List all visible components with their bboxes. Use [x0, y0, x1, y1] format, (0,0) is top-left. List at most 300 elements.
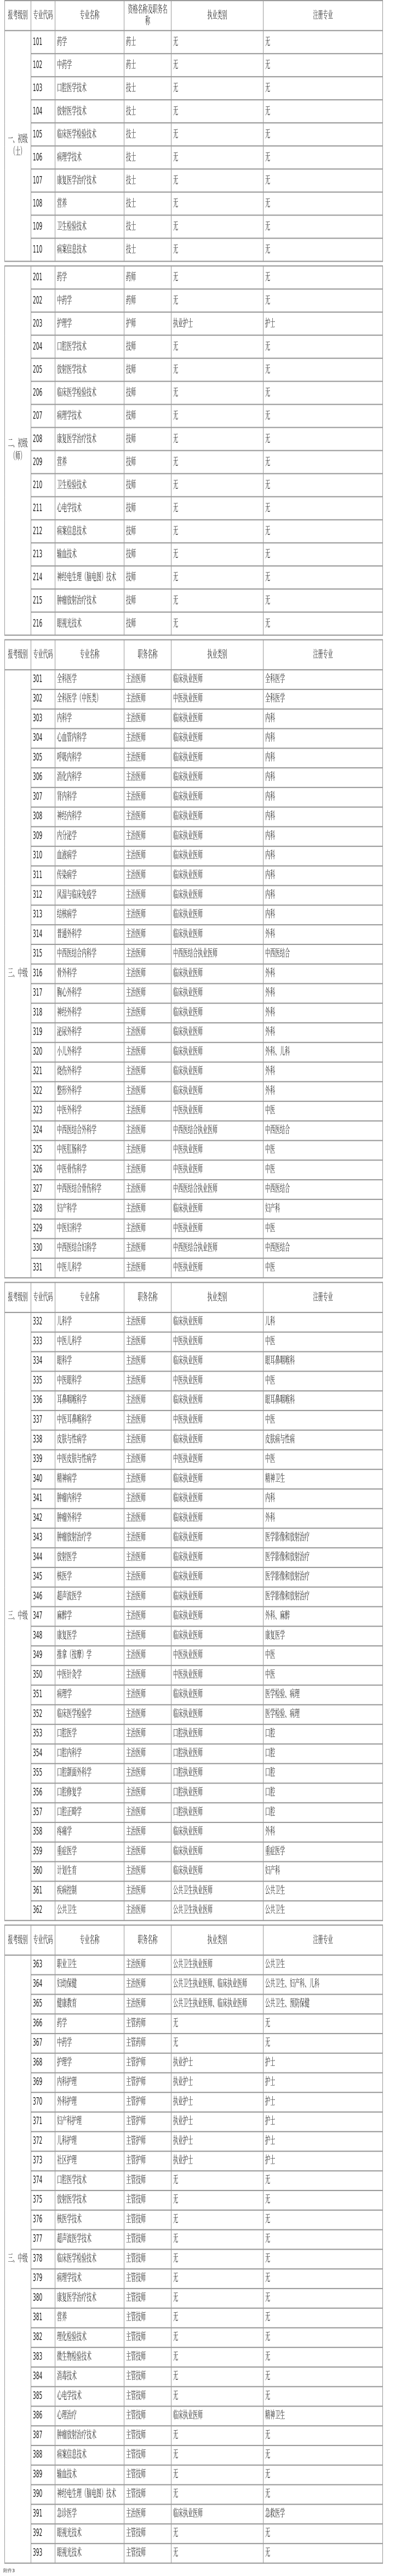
name-cell: 核医学技术: [55, 2210, 124, 2230]
practice-cell: 口腔执业医师: [171, 1764, 264, 1784]
practice-cell: 临床执业医师: [171, 1469, 264, 1489]
practice-cell: 临床执业医师: [171, 1312, 264, 1332]
table-row: [5, 2092, 383, 2112]
title-cell: 技士: [124, 215, 171, 238]
registered-cell: 中西医结合: [264, 1180, 383, 1199]
header-practice-category: 执业类别: [171, 1925, 264, 1955]
name-cell: 卫生检验技术: [55, 474, 124, 497]
name-cell: 急诊医学: [55, 2504, 124, 2524]
code-cell: 108: [31, 192, 55, 215]
title-cell: 主治医师: [124, 1258, 171, 1278]
name-cell: 营养: [55, 451, 124, 474]
registered-cell: 无: [264, 2445, 383, 2465]
name-cell: 口腔医学技术: [55, 335, 124, 358]
title-cell: 主治医师: [124, 1238, 171, 1258]
registered-cell: 医学影像和放射治疗: [264, 1567, 383, 1587]
table-row: [5, 1685, 383, 1705]
registered-cell: 无: [264, 2190, 383, 2210]
title-cell: 技士: [124, 100, 171, 123]
name-cell: 传染病学: [55, 866, 124, 886]
title-cell: 主治医师: [124, 886, 171, 905]
name-cell: 口腔医学技术: [55, 77, 124, 100]
code-cell: 375: [31, 2190, 55, 2210]
name-cell: 儿科护理: [55, 2132, 124, 2152]
name-cell: 中西医结合骨伤科学: [55, 1180, 124, 1199]
practice-cell: 中医执业医师: [171, 1258, 264, 1278]
registered-cell: 无: [264, 2426, 383, 2445]
code-cell: 334: [31, 1352, 55, 1372]
table-row: [5, 266, 383, 289]
practice-cell: 中医执业医师: [171, 1141, 264, 1160]
name-cell: 病理学技术: [55, 404, 124, 427]
practice-cell: 临床执业医师: [171, 1199, 264, 1219]
table-row: [5, 1783, 383, 1803]
code-cell: 306: [31, 768, 55, 788]
code-cell: 323: [31, 1101, 55, 1121]
table-header-row: [5, 1282, 383, 1312]
code-cell: 392: [31, 2524, 55, 2544]
title-cell: 主管技师: [124, 2524, 171, 2544]
name-cell: 消化内科学: [55, 768, 124, 788]
title-cell: 主管药师: [124, 2034, 171, 2053]
practice-cell: 执业护士: [171, 2073, 264, 2092]
practice-cell: 无: [171, 2328, 264, 2347]
title-cell: 主治医师: [124, 925, 171, 944]
code-cell: 369: [31, 2073, 55, 2092]
practice-cell: 临床执业医师: [171, 905, 264, 925]
name-cell: 公共卫生: [55, 1901, 124, 1921]
code-cell: 212: [31, 520, 55, 543]
table-row: [5, 497, 383, 520]
registered-cell: 口腔: [264, 1744, 383, 1764]
code-cell: 386: [31, 2406, 55, 2426]
code-cell: 364: [31, 1975, 55, 1995]
registered-cell: 公共卫生: [264, 1881, 383, 1901]
table-row: [5, 2230, 383, 2250]
table-row: [5, 2014, 383, 2034]
practice-cell: 无: [171, 215, 264, 238]
code-cell: 309: [31, 826, 55, 846]
practice-cell: 临床执业医师: [171, 2504, 264, 2524]
name-cell: 骨外科学: [55, 964, 124, 984]
table-row: [5, 983, 383, 1003]
practice-cell: 临床执业医师: [171, 925, 264, 944]
name-cell: 康复医学: [55, 1626, 124, 1646]
name-cell: 中西医结合妇科学: [55, 1238, 124, 1258]
name-cell: 药学: [55, 31, 124, 54]
registered-cell: 无: [264, 451, 383, 474]
name-cell: 中医儿科学: [55, 1332, 124, 1352]
table-row: [5, 2485, 383, 2505]
practice-cell: 无: [171, 123, 264, 146]
registered-cell: 口腔: [264, 1764, 383, 1784]
registered-cell: 中西医结合: [264, 1238, 383, 1258]
name-cell: 中医妇科学: [55, 1219, 124, 1239]
registered-cell: 无: [264, 2347, 383, 2367]
name-cell: 中医骨伤科学: [55, 1160, 124, 1180]
title-cell: 主治医师: [124, 1666, 171, 1685]
code-cell: 107: [31, 169, 55, 192]
title-cell: 主治医师: [124, 689, 171, 709]
name-cell: 血液病学: [55, 846, 124, 866]
code-cell: 325: [31, 1141, 55, 1160]
practice-cell: 临床执业医师: [171, 964, 264, 984]
registered-cell: 急救医学: [264, 2504, 383, 2524]
title-cell: 主治医师: [124, 1548, 171, 1567]
code-cell: 355: [31, 1764, 55, 1784]
registered-cell: 无: [264, 497, 383, 520]
practice-cell: 无: [171, 2445, 264, 2465]
name-cell: 眼视光技术: [55, 2544, 124, 2563]
code-cell: 337: [31, 1411, 55, 1430]
practice-cell: 执业护士: [171, 2132, 264, 2152]
name-cell: 精神病学: [55, 1469, 124, 1489]
title-cell: 药师: [124, 266, 171, 289]
table-row: [5, 543, 383, 566]
registered-cell: 中医: [264, 1411, 383, 1430]
registered-cell: 外科: [264, 1023, 383, 1043]
name-cell: 临床医学检验学: [55, 1705, 124, 1724]
code-cell: 201: [31, 266, 55, 289]
code-cell: 356: [31, 1783, 55, 1803]
name-cell: 心理治疗: [55, 2406, 124, 2426]
registered-cell: 护士: [264, 2152, 383, 2171]
practice-cell: 公共卫生执业医师: [171, 1881, 264, 1901]
registered-cell: 无: [264, 2367, 383, 2387]
table-row: [5, 1312, 383, 1332]
title-cell: 技师: [124, 566, 171, 589]
name-cell: 口腔内科学: [55, 1744, 124, 1764]
name-cell: 微生物检验技术: [55, 2347, 124, 2367]
name-cell: 神经外科学: [55, 1003, 124, 1023]
table-row: [5, 2210, 383, 2230]
table-row: [5, 2190, 383, 2210]
title-cell: 主管技师: [124, 2426, 171, 2445]
table-row: [5, 2249, 383, 2269]
table-row: [5, 905, 383, 925]
name-cell: 心血管内科学: [55, 729, 124, 749]
registered-cell: 外科: [264, 1509, 383, 1528]
code-cell: 371: [31, 2112, 55, 2132]
title-cell: 主治医师: [124, 1509, 171, 1528]
table-row: [5, 1332, 383, 1352]
registered-cell: 中医: [264, 1141, 383, 1160]
practice-cell: 无: [171, 520, 264, 543]
title-cell: 主管护师: [124, 2092, 171, 2112]
table-row: [5, 729, 383, 749]
title-cell: 主治医师: [124, 1062, 171, 1082]
table-row: [5, 964, 383, 984]
registered-cell: 内科: [264, 846, 383, 866]
practice-cell: 无: [171, 54, 264, 77]
registered-cell: 内科: [264, 768, 383, 788]
title-cell: 主治医师: [124, 1803, 171, 1822]
title-cell: 主治医师: [124, 2504, 171, 2524]
title-cell: 技师: [124, 520, 171, 543]
name-cell: 卫生检验技术: [55, 215, 124, 238]
code-cell: 393: [31, 2544, 55, 2563]
code-cell: 387: [31, 2426, 55, 2445]
name-cell: 营养: [55, 192, 124, 215]
code-cell: 381: [31, 2308, 55, 2328]
registered-cell: 重症医学: [264, 1842, 383, 1862]
table-row: [5, 312, 383, 335]
table-row: [5, 1238, 383, 1258]
title-cell: 主管技师: [124, 2367, 171, 2387]
name-cell: 病案信息技术: [55, 238, 124, 261]
code-cell: 344: [31, 1548, 55, 1567]
title-cell: 主治医师: [124, 1626, 171, 1646]
table-row: [5, 2308, 383, 2328]
code-cell: 353: [31, 1724, 55, 1744]
level-label: 一、初级（士）: [5, 31, 31, 262]
registered-cell: 内科: [264, 905, 383, 925]
title-cell: 主治医师: [124, 983, 171, 1003]
practice-cell: 无: [171, 497, 264, 520]
table-row: [5, 1121, 383, 1141]
name-cell: 临床医学检验技术: [55, 123, 124, 146]
title-cell: 主管技师: [124, 2328, 171, 2347]
practice-cell: 无: [171, 2210, 264, 2230]
registered-cell: 口腔: [264, 1783, 383, 1803]
title-cell: 主治医师: [124, 1705, 171, 1724]
registered-cell: 无: [264, 2230, 383, 2250]
registered-cell: 中医: [264, 1666, 383, 1685]
code-cell: 209: [31, 451, 55, 474]
code-cell: 346: [31, 1587, 55, 1607]
title-cell: 主治医师: [124, 1391, 171, 1411]
name-cell: 全科医学: [55, 670, 124, 689]
name-cell: 放射医学技术: [55, 358, 124, 381]
table-row: [5, 2289, 383, 2308]
header-code: 专业代码: [31, 1, 55, 31]
name-cell: 中西医结合外科学: [55, 1121, 124, 1141]
registered-cell: 无: [264, 2328, 383, 2347]
title-cell: 主治医师: [124, 1043, 171, 1062]
table-row: [5, 768, 383, 788]
title-cell: 主管护师: [124, 2112, 171, 2132]
name-cell: 胸心外科学: [55, 983, 124, 1003]
registered-cell: 眼耳鼻咽喉科: [264, 1352, 383, 1372]
code-cell: 349: [31, 1646, 55, 1666]
title-cell: 技师: [124, 612, 171, 635]
table-row: [5, 2426, 383, 2445]
name-cell: 病案信息技术: [55, 520, 124, 543]
practice-cell: 中医执业医师: [171, 1219, 264, 1239]
name-cell: 中西医结合内科学: [55, 944, 124, 964]
registered-cell: 外科: [264, 925, 383, 944]
table-row: [5, 788, 383, 807]
table-row: [5, 1160, 383, 1180]
practice-cell: 无: [171, 2230, 264, 2250]
practice-cell: 临床执业医师: [171, 1352, 264, 1372]
code-cell: 214: [31, 566, 55, 589]
practice-cell: 临床执业医师: [171, 846, 264, 866]
name-cell: 心电学技术: [55, 2387, 124, 2407]
table-row: [5, 427, 383, 450]
code-cell: 320: [31, 1043, 55, 1062]
registered-cell: 外科: [264, 1822, 383, 1842]
name-cell: 神经内科学: [55, 807, 124, 827]
table-row: [5, 381, 383, 404]
code-cell: 340: [31, 1469, 55, 1489]
title-cell: 主治医师: [124, 1332, 171, 1352]
practice-cell: 公共卫生执业医师: [171, 1955, 264, 1975]
table-row: [5, 1901, 383, 1921]
header-registered-specialty: 注册专业: [264, 1282, 383, 1312]
practice-cell: 无: [171, 358, 264, 381]
code-cell: 352: [31, 1705, 55, 1724]
title-cell: 主治医师: [124, 905, 171, 925]
header-title: 职务名称: [124, 1282, 171, 1312]
name-cell: 口腔医学: [55, 1724, 124, 1744]
practice-cell: 临床执业医师: [171, 788, 264, 807]
code-cell: 363: [31, 1955, 55, 1975]
title-cell: 技师: [124, 335, 171, 358]
practice-cell: 中西医结合执业医师: [171, 1180, 264, 1199]
code-cell: 360: [31, 1861, 55, 1881]
name-cell: 神经电生理（脑电图）技术: [55, 2485, 124, 2505]
registered-cell: 皮肤病与性病: [264, 1430, 383, 1450]
registered-cell: 无: [264, 2308, 383, 2328]
table-row: [5, 2132, 383, 2152]
table-row: [5, 1881, 383, 1901]
table-header-row: [5, 1, 383, 31]
table-row: [5, 1352, 383, 1372]
code-cell: 301: [31, 670, 55, 689]
table-row: [5, 826, 383, 846]
registered-cell: 康复医学: [264, 1626, 383, 1646]
table-row: [5, 1411, 383, 1430]
qualification-table: [4, 639, 383, 1279]
registered-cell: 妇产科: [264, 1199, 383, 1219]
registered-cell: 无: [264, 381, 383, 404]
title-cell: 主治医师: [124, 1685, 171, 1705]
title-cell: 主治医师: [124, 1121, 171, 1141]
registered-cell: 无: [264, 123, 383, 146]
table-row: [5, 886, 383, 905]
practice-cell: 无: [171, 335, 264, 358]
name-cell: 病理学技术: [55, 146, 124, 169]
registered-cell: 中医: [264, 1101, 383, 1121]
registered-cell: 无: [264, 266, 383, 289]
code-cell: 345: [31, 1567, 55, 1587]
practice-cell: 临床执业医师: [171, 1082, 264, 1101]
practice-cell: 无: [171, 100, 264, 123]
header-level: 报考级别: [5, 1925, 31, 1955]
practice-cell: 临床执业医师: [171, 709, 264, 729]
registered-cell: 无: [264, 543, 383, 566]
title-cell: 主治医师: [124, 807, 171, 827]
practice-cell: 无: [171, 2465, 264, 2485]
name-cell: 全科医学（中医类）: [55, 689, 124, 709]
practice-cell: 无: [171, 2367, 264, 2387]
code-cell: 313: [31, 905, 55, 925]
table-row: [5, 1180, 383, 1199]
registered-cell: 无: [264, 169, 383, 192]
table-header-row: [5, 640, 383, 670]
practice-cell: 临床执业医师: [171, 807, 264, 827]
name-cell: 推拿（按摩）学: [55, 1646, 124, 1666]
title-cell: 主治医师: [124, 1861, 171, 1881]
code-cell: 302: [31, 689, 55, 709]
title-cell: 主治医师: [124, 1607, 171, 1627]
name-cell: 内科护理: [55, 2073, 124, 2092]
registered-cell: 无: [264, 612, 383, 635]
practice-cell: 中医执业医师: [171, 1450, 264, 1469]
name-cell: 泌尿外科学: [55, 1023, 124, 1043]
practice-cell: 无: [171, 427, 264, 450]
level-label: 三、中级: [5, 1312, 31, 1921]
title-cell: 主治医师: [124, 1587, 171, 1607]
name-cell: 眼视光技术: [55, 612, 124, 635]
practice-cell: 无: [171, 404, 264, 427]
table-row: [5, 1043, 383, 1062]
registered-cell: 公共卫生: [264, 1901, 383, 1921]
code-cell: 329: [31, 1219, 55, 1239]
registered-cell: 无: [264, 566, 383, 589]
header-level: 报考级别: [5, 1, 31, 31]
registered-cell: 外科、麻醉: [264, 1607, 383, 1627]
table-header-row: [5, 1925, 383, 1955]
practice-cell: 临床执业医师: [171, 1391, 264, 1411]
practice-cell: 临床执业医师: [171, 729, 264, 749]
practice-cell: 中医执业医师: [171, 1160, 264, 1180]
name-cell: 肿瘤放射治疗技术: [55, 2426, 124, 2445]
code-cell: 391: [31, 2504, 55, 2524]
table-row: [5, 748, 383, 768]
registered-cell: 护士: [264, 2112, 383, 2132]
table-row: [5, 192, 383, 215]
code-cell: 101: [31, 31, 55, 54]
header-title: 职务名称: [124, 1925, 171, 1955]
registered-cell: 无: [264, 520, 383, 543]
table-row: [5, 670, 383, 689]
title-cell: 主治医师: [124, 866, 171, 886]
code-cell: 311: [31, 866, 55, 886]
title-cell: 主管技师: [124, 2465, 171, 2485]
title-cell: 主管技师: [124, 2387, 171, 2407]
name-cell: 病理学: [55, 1685, 124, 1705]
registered-cell: 中医: [264, 1258, 383, 1278]
code-cell: 330: [31, 1238, 55, 1258]
name-cell: 中医肛肠科学: [55, 1141, 124, 1160]
registered-cell: 无: [264, 2485, 383, 2505]
name-cell: 疼痛学: [55, 1822, 124, 1842]
practice-cell: 无: [171, 2524, 264, 2544]
title-cell: 主治医师: [124, 1975, 171, 1995]
practice-cell: 无: [171, 2190, 264, 2210]
qualification-table: [4, 265, 383, 636]
table-row: [5, 2347, 383, 2367]
code-cell: 316: [31, 964, 55, 984]
practice-cell: 无: [171, 238, 264, 261]
registered-cell: 妇产科: [264, 1861, 383, 1881]
registered-cell: 护士: [264, 2132, 383, 2152]
name-cell: 眼科学: [55, 1352, 124, 1372]
registered-cell: 内科: [264, 866, 383, 886]
code-cell: 365: [31, 1994, 55, 2014]
registered-cell: 内科: [264, 748, 383, 768]
code-cell: 362: [31, 1901, 55, 1921]
practice-cell: 无: [171, 192, 264, 215]
table-row: [5, 238, 383, 261]
table-row: [5, 709, 383, 729]
section-gap: [0, 2564, 395, 2567]
title-cell: 主治医师: [124, 944, 171, 964]
code-cell: 332: [31, 1312, 55, 1332]
practice-cell: 公共卫生执业医师: [171, 1901, 264, 1921]
